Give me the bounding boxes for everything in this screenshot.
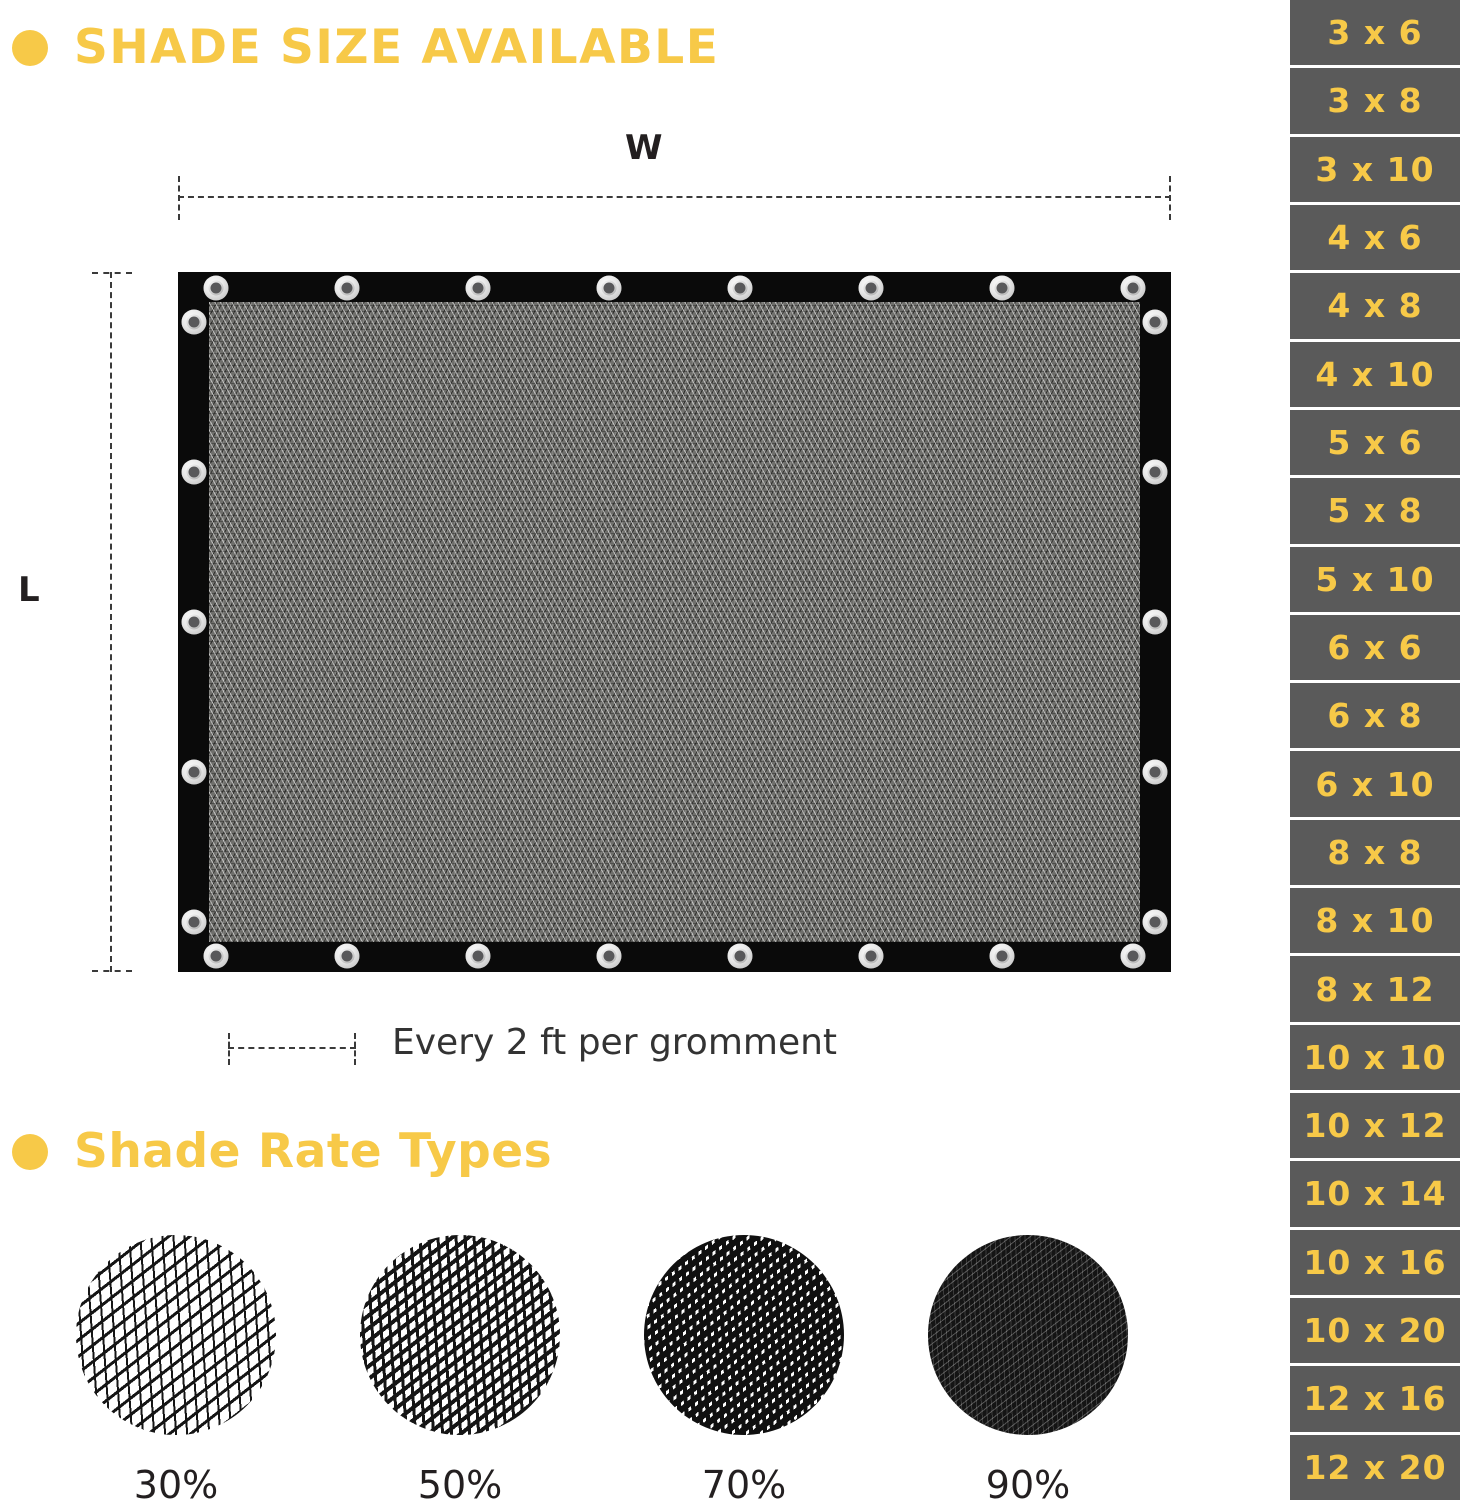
size-chip[interactable]: 4 x 10 bbox=[1290, 342, 1460, 407]
grommet-icon bbox=[1143, 910, 1168, 935]
shade-rate-swatch bbox=[360, 1235, 560, 1435]
grommet-icon bbox=[182, 760, 207, 785]
size-chip[interactable]: 10 x 14 bbox=[1290, 1161, 1460, 1226]
section-heading-shade-rate bbox=[12, 1124, 552, 1179]
size-list bbox=[1290, 0, 1460, 1500]
size-chip[interactable]: 8 x 12 bbox=[1290, 956, 1460, 1021]
size-chip[interactable]: 10 x 20 bbox=[1290, 1298, 1460, 1363]
grommet-icon bbox=[182, 310, 207, 335]
width-dimension-label: W bbox=[625, 128, 663, 168]
grommet-icon bbox=[990, 276, 1015, 301]
shade-rate-label: 70% bbox=[701, 1463, 787, 1507]
section-heading-size-available bbox=[12, 20, 719, 75]
shade-rate-label: 30% bbox=[133, 1463, 219, 1507]
shade-rate-swatch bbox=[928, 1235, 1128, 1435]
shade-rate-swatch bbox=[644, 1235, 844, 1435]
size-chip[interactable]: 3 x 10 bbox=[1290, 137, 1460, 202]
section-heading-shade-rate-label: Shade Rate Types bbox=[74, 1124, 553, 1179]
grommet-icon bbox=[1121, 944, 1146, 969]
grommet-icon bbox=[182, 460, 207, 485]
bullet-dot-icon bbox=[12, 30, 48, 66]
size-chip[interactable]: 12 x 20 bbox=[1290, 1435, 1460, 1500]
size-chip[interactable]: 10 x 12 bbox=[1290, 1093, 1460, 1158]
size-chip[interactable]: 10 x 10 bbox=[1290, 1025, 1460, 1090]
size-chip[interactable]: 6 x 10 bbox=[1290, 751, 1460, 816]
grommet-spacing-note: Every 2 ft per gromment bbox=[392, 1022, 838, 1063]
size-chip[interactable]: 8 x 8 bbox=[1290, 820, 1460, 885]
grommet-spacing-tick-right bbox=[354, 1033, 356, 1065]
shade-cloth-mesh bbox=[209, 302, 1140, 942]
shade-rate-item bbox=[928, 1235, 1128, 1507]
grommet-icon bbox=[597, 276, 622, 301]
size-chip[interactable]: 4 x 8 bbox=[1290, 273, 1460, 338]
shade-cloth-illustration bbox=[178, 272, 1171, 972]
shade-rate-item bbox=[644, 1235, 844, 1507]
grommet-icon bbox=[182, 910, 207, 935]
grommet-icon bbox=[335, 944, 360, 969]
grommet-icon bbox=[728, 944, 753, 969]
grommet-icon bbox=[1143, 610, 1168, 635]
grommet-icon bbox=[1121, 276, 1146, 301]
length-dimension-label: L bbox=[18, 570, 40, 610]
bullet-dot-icon bbox=[12, 1134, 48, 1170]
grommet-icon bbox=[335, 276, 360, 301]
width-dimension-line bbox=[178, 196, 1171, 199]
length-dimension-tick-bottom bbox=[92, 970, 132, 972]
shade-rate-swatch bbox=[76, 1235, 276, 1435]
shade-rate-item bbox=[76, 1235, 276, 1507]
length-dimension-line bbox=[110, 272, 113, 972]
size-chip[interactable]: 5 x 8 bbox=[1290, 478, 1460, 543]
size-chip[interactable]: 4 x 6 bbox=[1290, 205, 1460, 270]
shade-rate-item bbox=[360, 1235, 560, 1507]
grommet-icon bbox=[182, 610, 207, 635]
shade-rate-label: 90% bbox=[985, 1463, 1071, 1507]
width-dimension-tick-right bbox=[1169, 176, 1171, 220]
grommet-spacing-tick-left bbox=[228, 1033, 230, 1065]
grommet-icon bbox=[728, 276, 753, 301]
shade-rate-label: 50% bbox=[417, 1463, 503, 1507]
size-chip[interactable]: 5 x 6 bbox=[1290, 410, 1460, 475]
grommet-icon bbox=[1143, 310, 1168, 335]
grommet-icon bbox=[204, 276, 229, 301]
width-dimension-tick-left bbox=[178, 176, 180, 220]
grommet-icon bbox=[597, 944, 622, 969]
size-chip[interactable]: 3 x 8 bbox=[1290, 68, 1460, 133]
grommet-icon bbox=[1143, 460, 1168, 485]
size-chip[interactable]: 10 x 16 bbox=[1290, 1230, 1460, 1295]
grommet-spacing-dimension-line bbox=[228, 1047, 356, 1050]
grommet-icon bbox=[859, 276, 884, 301]
size-chip[interactable]: 12 x 16 bbox=[1290, 1366, 1460, 1431]
size-chip[interactable]: 8 x 10 bbox=[1290, 888, 1460, 953]
size-chip[interactable]: 5 x 10 bbox=[1290, 547, 1460, 612]
grommet-icon bbox=[990, 944, 1015, 969]
size-chip[interactable]: 6 x 8 bbox=[1290, 683, 1460, 748]
grommet-icon bbox=[859, 944, 884, 969]
section-heading-size-available-label: SHADE SIZE AVAILABLE bbox=[74, 20, 720, 75]
size-chip[interactable]: 6 x 6 bbox=[1290, 615, 1460, 680]
length-dimension-tick-top bbox=[92, 272, 132, 274]
size-chip[interactable]: 3 x 6 bbox=[1290, 0, 1460, 65]
grommet-icon bbox=[466, 944, 491, 969]
grommet-icon bbox=[466, 276, 491, 301]
grommet-icon bbox=[204, 944, 229, 969]
grommet-icon bbox=[1143, 760, 1168, 785]
